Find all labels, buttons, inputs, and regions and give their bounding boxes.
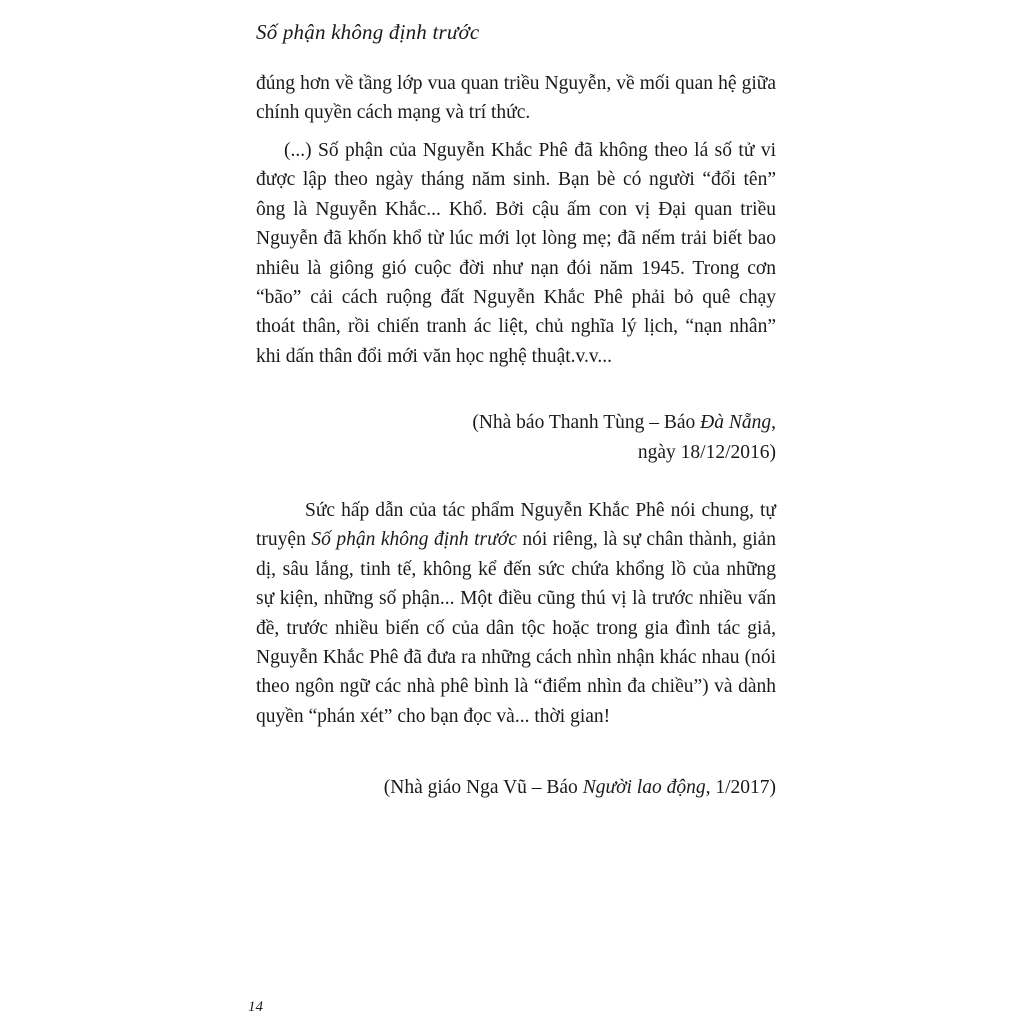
paragraph-text: đúng hơn về tầng lớp vua quan triều Nguyễn, về mối quan hệ giữa chính quyền cách mạng và trí thức. [256, 73, 776, 124]
paragraph-part: nói riêng, là sự chân thành, giản dị, sâu lắng, tinh tế, không kể đến sức chứa khổng lồ của những sự kiện, những số phận... Một điều cũng thú vị là trước nhiều vấn đề, trước nhiều biến cố của dân tộc hoặc trong gia đình tác giả, Nguyễn Khắc Phê đã đưa ra những cách nhìn nhận khác nhau (nói theo ngôn ngữ các nhà phê bình là “điểm nhìn đa chiều”) và dành quyền “phán xét” cho bạn đọc và... thời gian! [256, 529, 777, 727]
attribution-thanh-tung [472, 408, 776, 468]
attribution-line [472, 408, 776, 438]
publication-name: Người lao động [582, 777, 706, 798]
attribution-suffix: , 1/2017) [705, 777, 776, 798]
quote-paragraph [256, 136, 776, 371]
attribution-prefix: (Nhà báo Thanh Tùng – Báo [472, 412, 701, 433]
attribution-nga-vu [384, 773, 776, 803]
attribution-date: ngày 18/12/2016) [637, 442, 776, 463]
attribution-prefix: (Nhà giáo Nga Vũ – Báo [383, 777, 583, 798]
paragraph-text [256, 496, 776, 731]
running-header: Số phận không định trước [256, 20, 480, 44]
page-number: 14 [248, 999, 263, 1015]
book-title: Số phận không định trước [311, 529, 517, 551]
paragraph-continuation [256, 69, 776, 128]
review-paragraph [256, 496, 776, 731]
paragraph-part: Sức hấp dẫn của tác phẩm Nguyễn Khắc Phê nói chung, tự truyện [256, 500, 776, 551]
attribution-suffix: , [771, 412, 776, 433]
publication-name: Đà Nẵng [700, 412, 772, 433]
attribution-line [384, 773, 776, 803]
paragraph-text: (...) Số phận của Nguyễn Khắc Phê đã không theo lá số tử vi được lập theo ngày tháng năm sinh. Bạn bè có người “đổi tên” ông là Nguyễn Khắc... Khổ. Bởi cậu ấm con vị Đại quan triều Nguyễn đã khốn khổ từ lúc mới lọt lòng mẹ; đã nếm trải biết bao nhiêu là giông gió cuộc đời như nạn đói năm 1945. Trong cơn “bão” cải cách ruộng đất Nguyễn Khắc Phê phải bỏ quê chạy thoát thân, rồi chiến tranh ác liệt, chủ nghĩa lý lịch, “nạn nhân” khi dấn thân đổi mới văn học nghệ thuật.v.v... [256, 140, 776, 367]
